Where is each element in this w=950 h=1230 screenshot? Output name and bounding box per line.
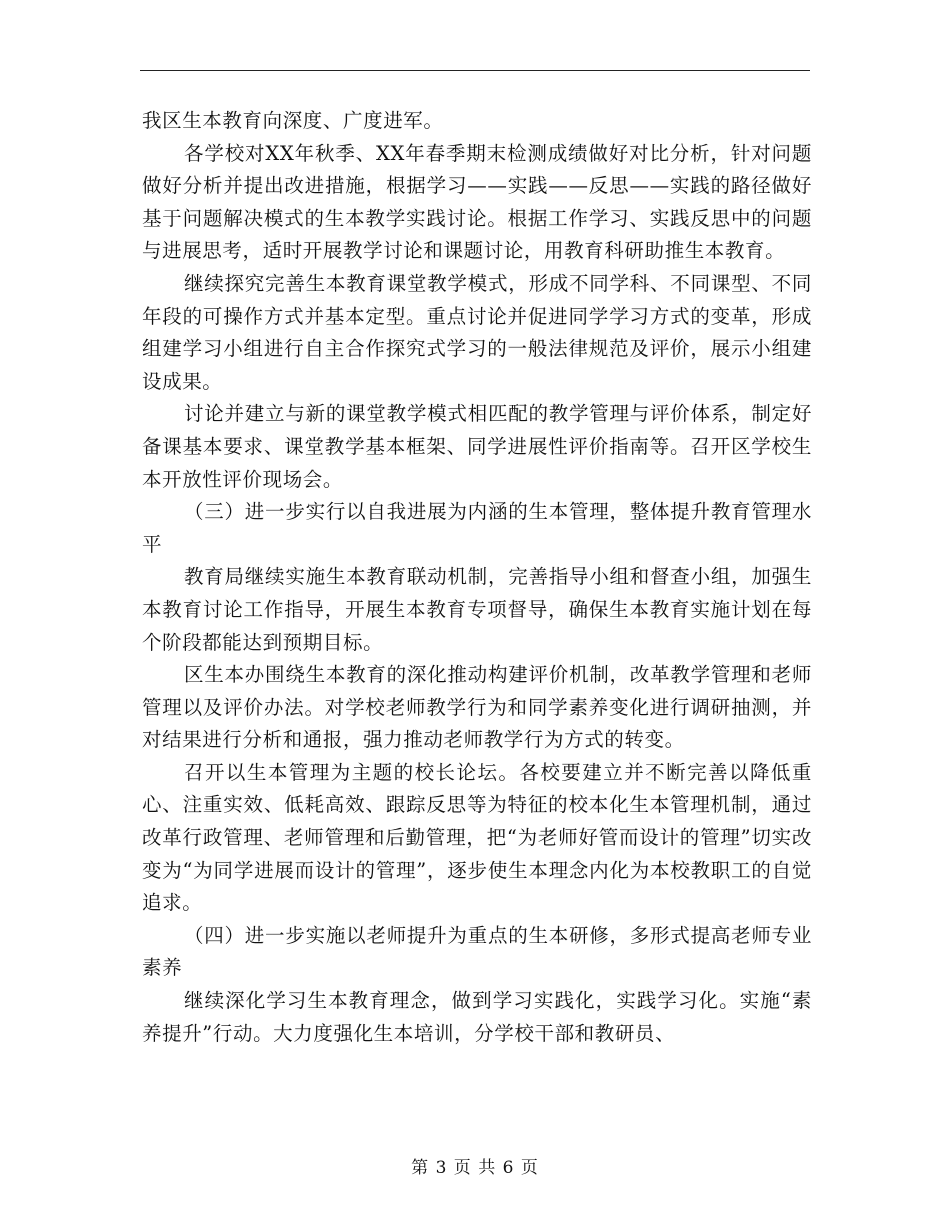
document-body [142,105,812,1050]
section-heading-4: （四）进一步实施以老师提升为重点的生本研修，多形式提高老师专业素养 [142,923,812,980]
paragraph-8: 继续深化学习生本教育理念，做到学习实践化，实践学习化。实施“素养提升”行动。大力度强化生本培训，分学校干部和教研员、 [142,989,812,1045]
header-rule [140,70,810,71]
section-heading-3: （三）进一步实行以自我进展为内涵的生本管理，整体提升教育管理水平 [142,500,812,556]
paragraph-4: 讨论并建立与新的课堂教学模式相匹配的教学管理与评价体系，制定好备课基本要求、课堂教学基本框架、同学进展性评价指南等。召开区学校生本开放性评价现场会。 [142,402,812,491]
paragraph-1: 我区生本教育向深度、广度进军。 [142,109,444,132]
page-number-footer: 第 3 页 共 6 页 [411,1158,539,1178]
paragraph-7: 召开以生本管理为主题的校长论坛。各校要建立并不断完善以降低重心、注重实效、低耗高效、跟踪反思等为特征的校本化生本管理机制，通过改革行政管理、老师管理和后勤管理，把“为老师好管而设计的管理”切实改变为“为同学进展而设计的管理”，逐步使生本理念内化为本校教职工的自觉追求。 [142,760,812,915]
paragraph-6: 区生本办围绕生本教育的深化推动构建评价机制，改革教学管理和老师管理以及评价办法。对学校老师教学行为和同学素养变化进行调研抽测，并对结果进行分析和通报，强力推动老师教学行为方式的转变。 [142,663,812,752]
paragraph-3: 继续探究完善生本教育课堂教学模式，形成不同学科、不同课型、不同年段的可操作方式并基本定型。重点讨论并促进同学学习方式的变革，形成组建学习小组进行自主合作探究式学习的一般法律规范及评价，展示小组建设成果。 [142,271,812,393]
paragraph-5: 教育局继续实施生本教育联动机制，完善指导小组和督查小组，加强生本教育讨论工作指导，开展生本教育专项督导，确保生本教育实施计划在每个阶段都能达到预期目标。 [142,565,812,654]
paragraph-2: 各学校对XX年秋季、XX年春季期末检测成绩做好对比分析，针对问题做好分析并提出改进措施，根据学习——实践——反思——实践的路径做好基于问题解决模式的生本教学实践讨论。根据工作学习、实践反思中的问题与进展思考，适时开展教学讨论和课题讨论，用教育科研助推生本教育。 [142,141,812,263]
